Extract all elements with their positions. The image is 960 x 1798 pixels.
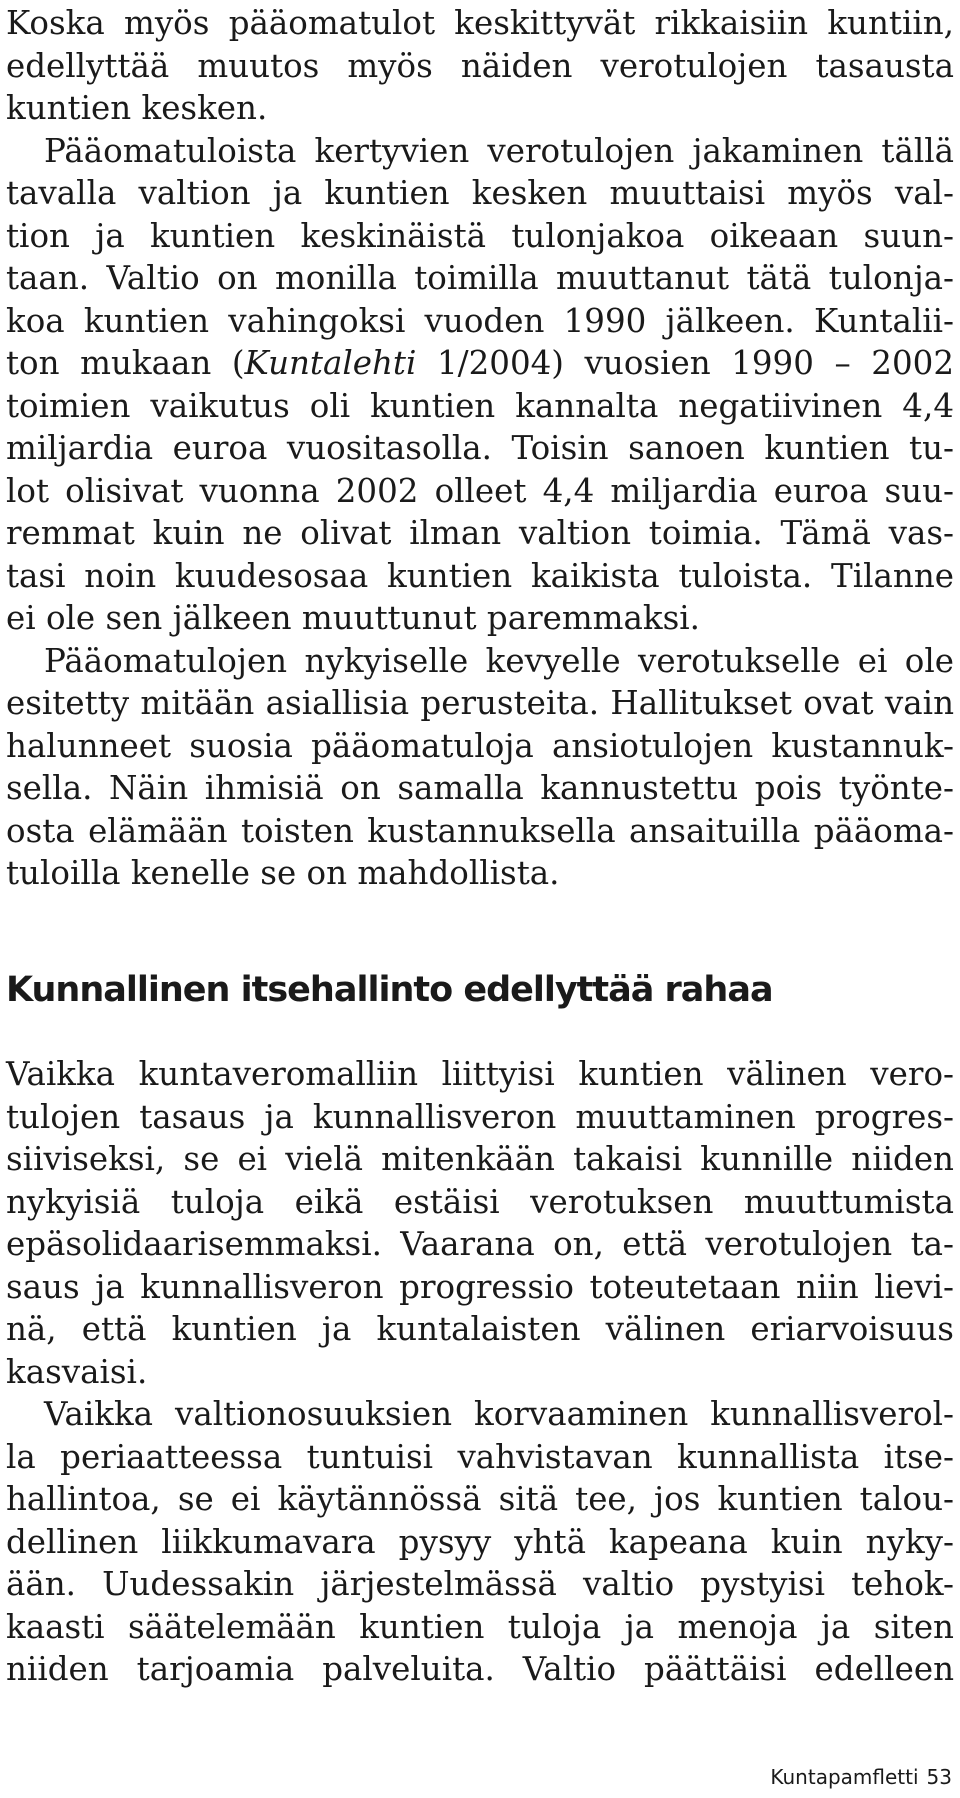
text-line: osta elämään toisten kustannuksella ansaituilla pääoma- — [6, 811, 954, 850]
body-text-bottom — [6, 1053, 954, 1691]
text-line: saus ja kunnallisveron progressio toteutetaan niin lievi- — [6, 1267, 954, 1306]
text-line: siiviseksi, se ei vielä mitenkään takaisi kunnille niiden — [6, 1140, 954, 1178]
text-line: ton mukaan (Kuntalehti 1/2004) vuosien 1990 – 2002 — [6, 344, 954, 382]
text-line: kaasti säätelemään kuntien tuloja ja menoja ja siten — [6, 1607, 954, 1646]
text-line: niiden tarjoamia palveluita. Valtio päättäisi edelleen — [6, 1650, 954, 1688]
text-line: Pääomatuloista kertyvien verotulojen jakaminen tällä — [44, 131, 954, 170]
text-line: taan. Valtio on monilla toimilla muuttanut tätä tulonja- — [6, 259, 954, 297]
text-line: Koska myös pääomatulot keskittyvät rikkaisiin kuntiin, — [6, 4, 954, 42]
text-line: nykyisiä tuloja eikä estäisi verotuksen muuttumista — [6, 1182, 954, 1221]
publication-citation: Kuntalehti — [244, 344, 417, 382]
text-line: tulojen tasaus ja kunnallisveron muuttaminen progres- — [6, 1097, 954, 1136]
text-line: miljardia euroa vuositasolla. Toisin sanoen kuntien tu- — [6, 429, 954, 467]
page-footer — [770, 1765, 952, 1789]
text-line: tavalla valtion ja kuntien kesken muuttaisi myös val- — [6, 174, 954, 212]
text-line: hallintoa, se ei käytännössä sitä tee, jos kuntien talou- — [6, 1480, 954, 1518]
text-line: sella. Näin ihmisiä on samalla kannustettu pois työnte- — [6, 769, 954, 807]
body-text-top — [6, 2, 954, 895]
footer-publication: Kuntapamfletti — [770, 1765, 919, 1789]
text-line: kasvaisi. — [6, 1352, 148, 1391]
text-line: ei ole sen jälkeen muuttunut paremmaksi. — [6, 599, 700, 637]
text-line: tion ja kuntien keskinäistä tulonjakoa oikeaan suun- — [6, 216, 954, 255]
footer-page-number: 53 — [926, 1765, 952, 1789]
text-line: halunneet suosia pääomatuloja ansiotulojen kustannuk- — [6, 726, 954, 765]
text-line: remmat kuin ne olivat ilman valtion toimia. Tämä vas- — [6, 514, 954, 552]
text-line: Pääomatulojen nykyiselle kevyelle verotukselle ei ole — [44, 641, 954, 680]
text-line: tuloilla kenelle se on mahdollista. — [6, 854, 560, 892]
text-line: Vaikka kuntaveromalliin liittyisi kuntien välinen vero- — [6, 1055, 954, 1093]
text-line: Vaikka valtionosuuksien korvaaminen kunnallisverol- — [44, 1395, 954, 1433]
text-line: epäsolidaarisemmaksi. Vaarana on, että verotulojen ta- — [6, 1225, 954, 1263]
section-heading: Kunnallinen itsehallinto edellyttää rahaa — [6, 970, 773, 1010]
text-line: la periaatteessa tuntuisi vahvistavan kunnallista itse- — [6, 1437, 954, 1476]
text-line: kuntien kesken. — [6, 89, 268, 127]
text-line: toimien vaikutus oli kuntien kannalta negatiivinen 4,4 — [6, 386, 954, 425]
text-line: esitetty mitään asiallisia perusteita. Hallitukset ovat vain — [6, 684, 954, 722]
text-line: tasi noin kuudesosaa kuntien kaikista tuloista. Tilanne — [6, 556, 954, 595]
text-line: dellinen liikkumavara pysyy yhtä kapeana kuin nyky- — [6, 1522, 954, 1561]
text-line: koa kuntien vahingoksi vuoden 1990 jälkeen. Kuntalii- — [6, 301, 954, 340]
text-line: lot olisivat vuonna 2002 olleet 4,4 miljardia euroa suu- — [6, 471, 954, 510]
text-line: ään. Uudessakin järjestelmässä valtio pystyisi tehok- — [6, 1565, 954, 1603]
text-line: nä, että kuntien ja kuntalaisten välinen eriarvoisuus — [6, 1310, 954, 1348]
text-line: edellyttää muutos myös näiden verotulojen tasausta — [6, 46, 954, 85]
